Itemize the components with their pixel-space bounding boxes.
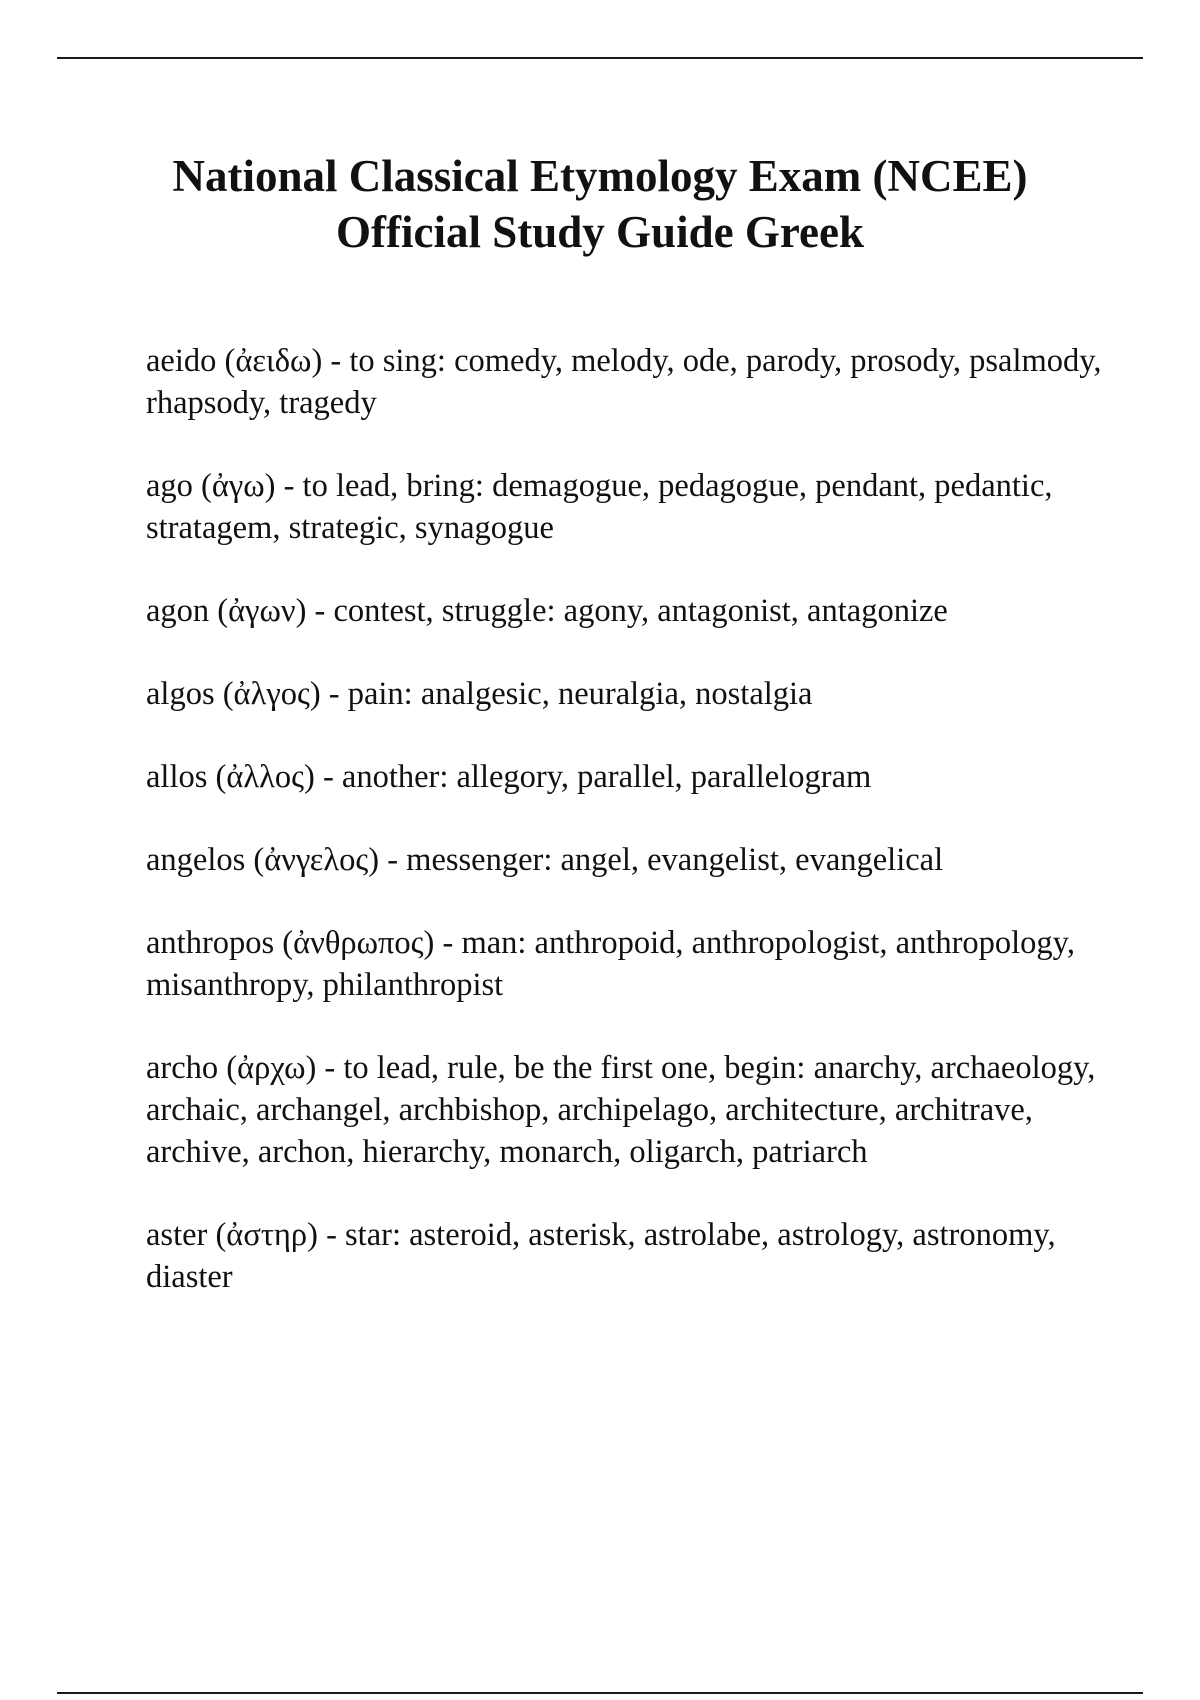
etymology-entry-ago: ago (ἀγω) - to lead, bring: demagogue, pedagogue, pendant, pedantic, stratagem, strategic, synagogue xyxy=(146,468,1053,546)
etymology-entry-anthropos: anthropos (ἀνθρωπος) - man: anthropoid, anthropologist, anthropology, misanthropy, philanthropist xyxy=(146,925,1075,1003)
etymology-entry-aeido: aeido (ἀειδω) - to sing: comedy, melody, ode, parody, prosody, psalmody, rhapsody, tragedy xyxy=(146,343,1102,421)
etymology-list xyxy=(146,340,1106,1339)
title-line-2: Official Study Guide Greek xyxy=(336,207,864,257)
title-line-1: National Classical Etymology Exam (NCEE) xyxy=(172,151,1028,201)
etymology-entry-angelos: angelos (ἀνγελος) - messenger: angel, evangelist, evangelical xyxy=(146,842,944,878)
top-divider xyxy=(57,57,1143,59)
page-title xyxy=(57,148,1143,260)
etymology-entry-allos: allos (ἀλλος) - another: allegory, parallel, parallelogram xyxy=(146,759,872,795)
bottom-divider xyxy=(57,1692,1143,1694)
etymology-entry-archo: archo (ἀρχω) - to lead, rule, be the first one, begin: anarchy, archaeology, archaic, archangel, archbishop, archipelago, architecture, architrave, archive, archon, hierarchy, monarch, oligarch, patriarch xyxy=(146,1050,1096,1170)
etymology-entry-algos: algos (ἀλγος) - pain: analgesic, neuralgia, nostalgia xyxy=(146,676,813,712)
etymology-entry-agon: agon (ἀγων) - contest, struggle: agony, antagonist, antagonize xyxy=(146,593,948,629)
etymology-entry-aster: aster (ἀστηρ) - star: asteroid, asterisk, astrolabe, astrology, astronomy, diaster xyxy=(146,1217,1056,1295)
